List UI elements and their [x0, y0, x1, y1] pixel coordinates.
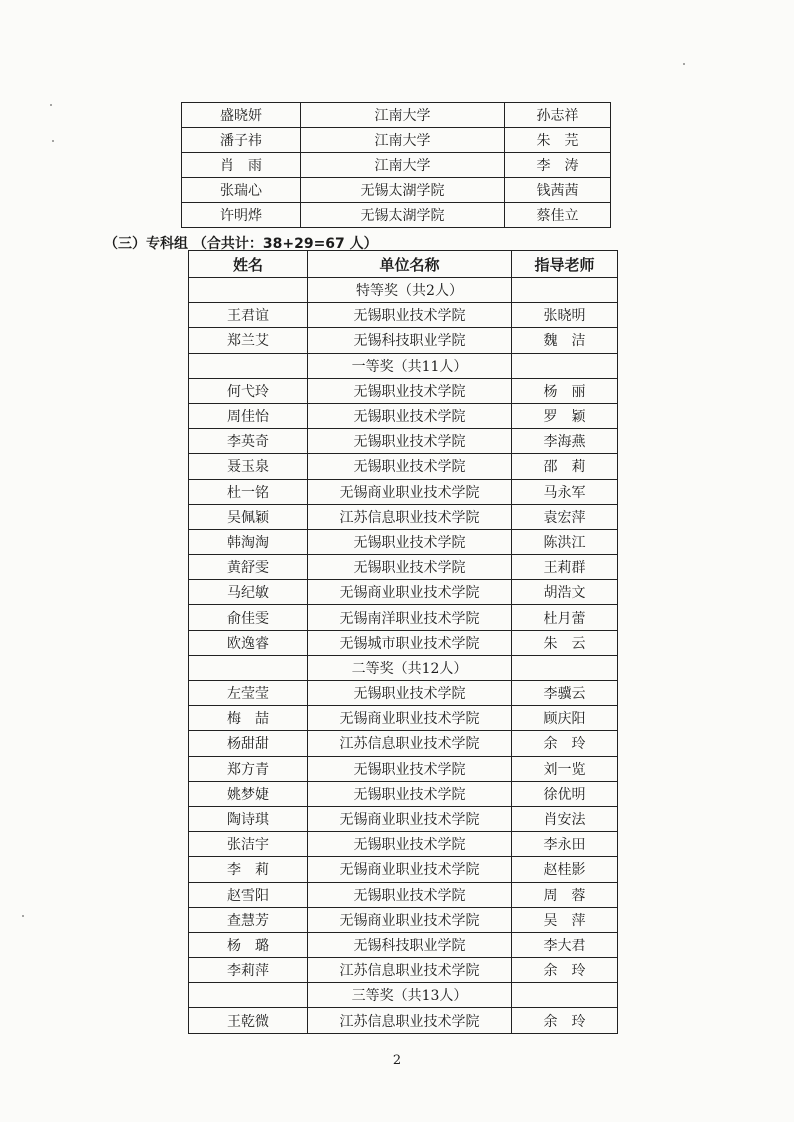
junior-college-award-table [188, 250, 618, 1034]
unit-name: 江南大学 [301, 153, 505, 178]
unit-name: 无锡科技职业学院 [308, 328, 512, 353]
junior-college-award-table-body [189, 278, 618, 1034]
empty-cell [512, 353, 618, 378]
unit-name: 无锡职业技术学院 [308, 378, 512, 403]
empty-cell [512, 983, 618, 1008]
unit-name: 无锡商业职业技术学院 [308, 580, 512, 605]
table-row [189, 580, 618, 605]
student-name: 俞佳雯 [189, 605, 308, 630]
student-name: 梅 喆 [189, 706, 308, 731]
empty-cell [512, 655, 618, 680]
award-level-label: 一等奖（共11人） [308, 353, 512, 378]
unit-name: 无锡商业职业技术学院 [308, 907, 512, 932]
student-name: 左莹莹 [189, 681, 308, 706]
teacher-name: 肖安法 [512, 806, 618, 831]
scan-speck [50, 104, 52, 106]
empty-cell [189, 655, 308, 680]
header-unit: 单位名称 [308, 251, 512, 278]
table-row [189, 882, 618, 907]
unit-name: 江苏信息职业技术学院 [308, 731, 512, 756]
table-row [189, 681, 618, 706]
student-name: 许明烨 [182, 203, 301, 228]
teacher-name: 朱 芫 [505, 128, 611, 153]
award-level-label: 二等奖（共12人） [308, 655, 512, 680]
student-name: 李 莉 [189, 857, 308, 882]
student-name: 李莉萍 [189, 958, 308, 983]
continued-award-table-body [182, 103, 611, 228]
unit-name: 无锡职业技术学院 [308, 882, 512, 907]
table-row [189, 706, 618, 731]
teacher-name: 钱茜茜 [505, 178, 611, 203]
table-row [189, 832, 618, 857]
table-row [182, 178, 611, 203]
teacher-name: 李永田 [512, 832, 618, 857]
unit-name: 江苏信息职业技术学院 [308, 1008, 512, 1033]
student-name: 黄舒雯 [189, 555, 308, 580]
table-row [189, 378, 618, 403]
student-name: 张洁宇 [189, 832, 308, 857]
table-row [189, 756, 618, 781]
student-name: 李英奇 [189, 429, 308, 454]
student-name: 何弋玲 [189, 378, 308, 403]
student-name: 杜一铭 [189, 479, 308, 504]
unit-name: 江苏信息职业技术学院 [308, 958, 512, 983]
table-row [189, 504, 618, 529]
unit-name: 无锡职业技术学院 [308, 454, 512, 479]
empty-cell [189, 983, 308, 1008]
teacher-name: 余 玲 [512, 958, 618, 983]
unit-name: 无锡商业职业技术学院 [308, 857, 512, 882]
table-row [189, 907, 618, 932]
unit-name: 无锡职业技术学院 [308, 303, 512, 328]
unit-name: 无锡职业技术学院 [308, 756, 512, 781]
student-name: 王君谊 [189, 303, 308, 328]
student-name: 杨 璐 [189, 932, 308, 957]
teacher-name: 余 玲 [512, 731, 618, 756]
table-row [189, 555, 618, 580]
student-name: 欧逸睿 [189, 630, 308, 655]
teacher-name: 张晓明 [512, 303, 618, 328]
teacher-name: 李大君 [512, 932, 618, 957]
unit-name: 江南大学 [301, 103, 505, 128]
student-name: 张瑞心 [182, 178, 301, 203]
table-row [189, 403, 618, 428]
teacher-name: 魏 洁 [512, 328, 618, 353]
unit-name: 无锡职业技术学院 [308, 555, 512, 580]
unit-name: 无锡科技职业学院 [308, 932, 512, 957]
header-name: 姓名 [189, 251, 308, 278]
teacher-name: 顾庆阳 [512, 706, 618, 731]
student-name: 马纪敏 [189, 580, 308, 605]
teacher-name: 杜月蕾 [512, 605, 618, 630]
teacher-name: 李 涛 [505, 153, 611, 178]
student-name: 郑兰艾 [189, 328, 308, 353]
table-row [189, 1008, 618, 1033]
student-name: 聂玉泉 [189, 454, 308, 479]
continued-award-table [181, 102, 611, 228]
unit-name: 无锡职业技术学院 [308, 832, 512, 857]
teacher-name: 徐优明 [512, 781, 618, 806]
unit-name: 无锡职业技术学院 [308, 681, 512, 706]
teacher-name: 邵 莉 [512, 454, 618, 479]
student-name: 姚梦婕 [189, 781, 308, 806]
table-row [189, 605, 618, 630]
page-number: 2 [392, 1053, 402, 1068]
award-level-row [189, 655, 618, 680]
award-level-label: 三等奖（共13人） [308, 983, 512, 1008]
table-row [189, 303, 618, 328]
student-name: 周佳怡 [189, 403, 308, 428]
table-row [189, 781, 618, 806]
scan-speck [683, 63, 685, 65]
award-level-row [189, 983, 618, 1008]
empty-cell [189, 353, 308, 378]
scan-speck [22, 915, 24, 917]
empty-cell [189, 278, 308, 303]
unit-name: 无锡商业职业技术学院 [308, 806, 512, 831]
award-level-row [189, 353, 618, 378]
unit-name: 无锡职业技术学院 [308, 403, 512, 428]
teacher-name: 吴 萍 [512, 907, 618, 932]
unit-name: 无锡太湖学院 [301, 203, 505, 228]
unit-name: 无锡商业职业技术学院 [308, 479, 512, 504]
table-row [189, 479, 618, 504]
empty-cell [512, 278, 618, 303]
award-level-row [189, 278, 618, 303]
unit-name: 无锡职业技术学院 [308, 529, 512, 554]
table-row [189, 529, 618, 554]
unit-name: 无锡商业职业技术学院 [308, 706, 512, 731]
teacher-name: 罗 颖 [512, 403, 618, 428]
student-name: 陶诗琪 [189, 806, 308, 831]
table-row [182, 103, 611, 128]
teacher-name: 杨 丽 [512, 378, 618, 403]
table-row [189, 857, 618, 882]
teacher-name: 马永军 [512, 479, 618, 504]
unit-name: 无锡城市职业技术学院 [308, 630, 512, 655]
student-name: 王乾微 [189, 1008, 308, 1033]
table-row [189, 806, 618, 831]
teacher-name: 赵桂影 [512, 857, 618, 882]
student-name: 查慧芳 [189, 907, 308, 932]
unit-name: 无锡职业技术学院 [308, 781, 512, 806]
teacher-name: 袁宏萍 [512, 504, 618, 529]
table-row [189, 731, 618, 756]
table-row [182, 153, 611, 178]
table-row [189, 328, 618, 353]
student-name: 肖 雨 [182, 153, 301, 178]
student-name: 杨甜甜 [189, 731, 308, 756]
teacher-name: 周 蓉 [512, 882, 618, 907]
unit-name: 无锡职业技术学院 [308, 429, 512, 454]
award-level-label: 特等奖（共2人） [308, 278, 512, 303]
unit-name: 江南大学 [301, 128, 505, 153]
table-row [182, 128, 611, 153]
teacher-name: 蔡佳立 [505, 203, 611, 228]
student-name: 赵雪阳 [189, 882, 308, 907]
student-name: 盛晓妍 [182, 103, 301, 128]
teacher-name: 余 玲 [512, 1008, 618, 1033]
teacher-name: 胡浩文 [512, 580, 618, 605]
teacher-name: 李骥云 [512, 681, 618, 706]
table-header-row [189, 251, 618, 278]
teacher-name: 孙志祥 [505, 103, 611, 128]
student-name: 潘子祎 [182, 128, 301, 153]
teacher-name: 刘一览 [512, 756, 618, 781]
unit-name: 无锡太湖学院 [301, 178, 505, 203]
unit-name: 无锡南洋职业技术学院 [308, 605, 512, 630]
teacher-name: 李海燕 [512, 429, 618, 454]
scan-speck [52, 140, 54, 142]
teacher-name: 陈洪江 [512, 529, 618, 554]
section-title: （三）专科组 （合共计：38+29=67 人） [104, 236, 378, 252]
table-row [189, 429, 618, 454]
table-row [189, 630, 618, 655]
table-row [189, 932, 618, 957]
student-name: 郑方青 [189, 756, 308, 781]
teacher-name: 朱 云 [512, 630, 618, 655]
header-teacher: 指导老师 [512, 251, 618, 278]
table-row [182, 203, 611, 228]
teacher-name: 王莉群 [512, 555, 618, 580]
table-row [189, 454, 618, 479]
student-name: 韩淘淘 [189, 529, 308, 554]
student-name: 吴佩颖 [189, 504, 308, 529]
unit-name: 江苏信息职业技术学院 [308, 504, 512, 529]
table-row [189, 958, 618, 983]
